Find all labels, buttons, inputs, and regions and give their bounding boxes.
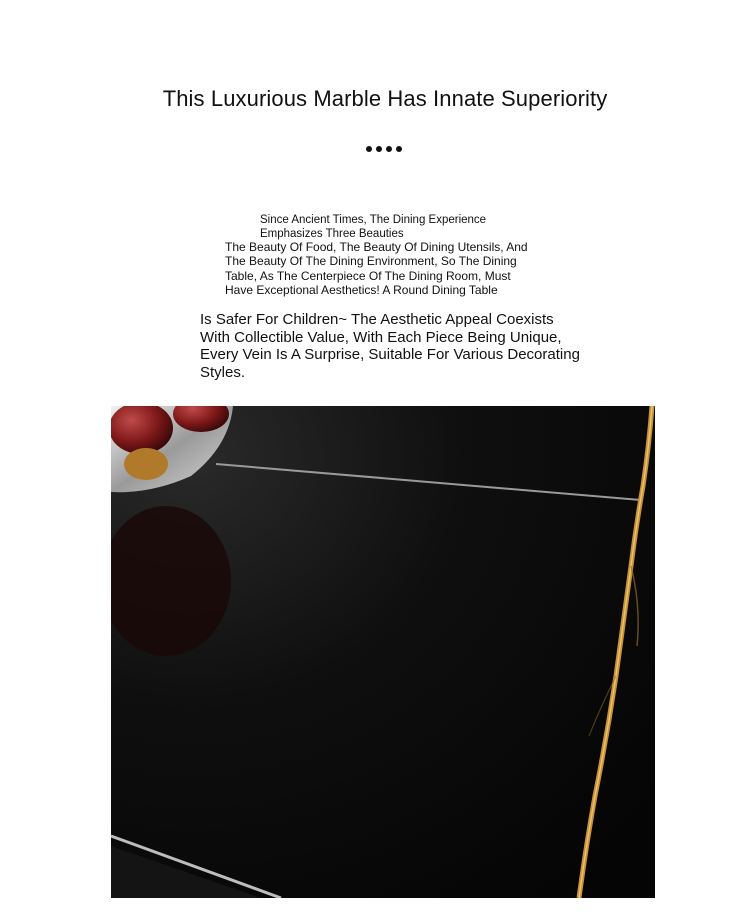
marble-table-image bbox=[111, 406, 655, 898]
beauty-paragraph: The Beauty Of Food, The Beauty Of Dining Utensils, And The Beauty Of The Dining Environment, So The Dining Table, As The Centerpiece Of The Dining Room, Must Have Exceptional Aesthetics! A Round Dining Table bbox=[225, 240, 528, 297]
product-photo bbox=[111, 406, 655, 898]
intro-paragraph: Since Ancient Times, The Dining Experience Emphasizes Three Beauties bbox=[260, 214, 487, 240]
dot bbox=[366, 146, 372, 152]
dot bbox=[396, 146, 402, 152]
marble-surface bbox=[111, 406, 655, 898]
headline: This Luxurious Marble Has Innate Superiority bbox=[162, 86, 608, 111]
dot bbox=[386, 146, 392, 152]
fruit bbox=[124, 448, 168, 480]
dot-divider bbox=[366, 146, 402, 152]
value-paragraph: Is Safer For Children~ The Aesthetic Appeal Coexists With Collectible Value, With Each Piece Being Unique, Every Vein Is A Surprise, Suitable For Various Decorating Styles. bbox=[200, 311, 580, 381]
dot bbox=[376, 146, 382, 152]
